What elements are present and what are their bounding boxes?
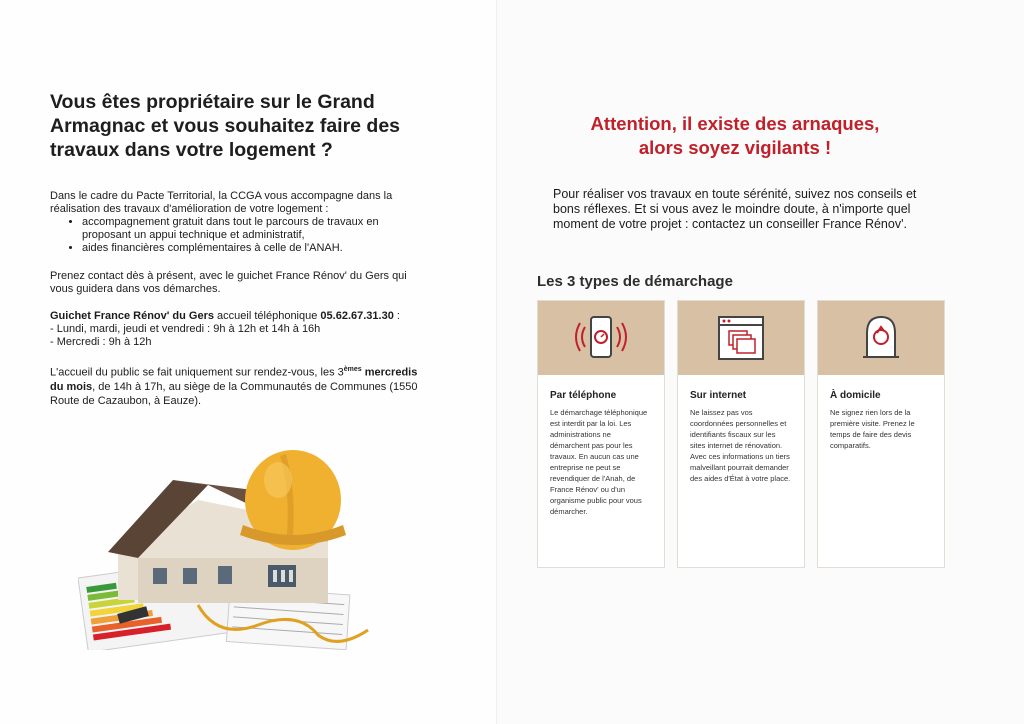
house-helmet-illustration xyxy=(78,440,383,650)
card-internet xyxy=(677,300,805,568)
left-page xyxy=(0,0,497,724)
contact-text: Prenez contact dès à présent, avec le guichet France Rénov' du Gers qui vous guidera dans vos démarches. xyxy=(50,270,407,295)
card-text: Le démarchage téléphonique est interdit par la loi. Les administrations ne démarchent pas pour les travaux. En aucun cas une entreprise ne peut se revendiquer de l'Anah, de France Rénov' ou d'un organisme public pour vous démarcher. xyxy=(550,408,648,516)
accueil-sup: èmes xyxy=(343,366,362,373)
phone-ringing-icon xyxy=(571,313,631,363)
doorbell-hand-icon xyxy=(851,313,911,363)
card-icon-area xyxy=(678,301,804,375)
card-title: Par téléphone xyxy=(550,390,617,401)
intro-bullet-item: • aides financières complémentaires à celle de l'ANAH. xyxy=(82,242,410,255)
helmet-icon xyxy=(240,450,346,550)
hours-line: - Mercredi : 9h à 12h xyxy=(50,336,152,348)
intro-bullet-list xyxy=(82,216,410,255)
guichet-info xyxy=(50,310,430,349)
warning-line: alors soyez vigilants ! xyxy=(638,137,832,158)
warning-title xyxy=(560,112,910,160)
card-icon-area xyxy=(818,301,944,375)
intro-section xyxy=(50,190,410,255)
guichet-colon: : xyxy=(393,310,400,322)
guichet-phone: 05.62.67.31.30 xyxy=(320,310,394,322)
browser-window-icon xyxy=(711,313,771,363)
guichet-name: Guichet France Rénov' du Gers xyxy=(50,310,214,322)
card-phone xyxy=(537,300,665,568)
card-title: Sur internet xyxy=(690,390,747,401)
types-title: Les 3 types de démarchage xyxy=(537,273,733,290)
hours-line: - Lundi, mardi, jeudi et vendredi : 9h à 12h et 14h à 16h xyxy=(50,323,321,335)
accueil-before: L'accueil du public se fait uniquement sur rendez-vous, les 3 xyxy=(50,366,344,379)
accueil-text xyxy=(50,363,420,408)
guichet-label: accueil téléphonique xyxy=(214,310,321,322)
card-title: À domicile xyxy=(830,390,881,401)
card-text: Ne signez rien lors de la première visite. Prenez le temps de faire des devis comparatifs. xyxy=(830,408,915,450)
warning-line: Attention, il existe des arnaques, xyxy=(590,113,880,134)
page-headline: Vous êtes propriétaire sur le Grand Armagnac et vous souhaitez faire des travaux dans votre logement ? xyxy=(50,91,401,161)
card-text: Ne laissez pas vos coordonnées personnelles et identifiants fiscaux sur les sites internet de rénovation. Avec ces informations un tiers malveillant pourrait demander des aides d'État à votre place. xyxy=(690,408,791,483)
card-domicile xyxy=(817,300,945,568)
card-icon-area xyxy=(538,301,664,375)
advice-text: Pour réaliser vos travaux en toute sérénité, suivez nos conseils et bons réflexes. Et si vous avez le moindre doute, à n'importe quel moment de votre projet : contactez un conseiller France Rénov'. xyxy=(553,187,917,231)
accueil-after: , de 14h à 17h, au siège de la Communautés de Communes (1550 Route de Cazaubon, à Eauze). xyxy=(50,380,418,407)
intro-bullet-item: • accompagnement gratuit dans tout le parcours de travaux en proposant un appui technique et administratif, xyxy=(82,216,410,242)
guichet-line xyxy=(50,310,430,323)
accueil-bold: mercredis du mois xyxy=(50,366,418,393)
intro-text: Dans le cadre du Pacte Territorial, la CCGA vous accompagne dans la réalisation des travaux d'amélioration de votre logement : xyxy=(50,190,393,215)
